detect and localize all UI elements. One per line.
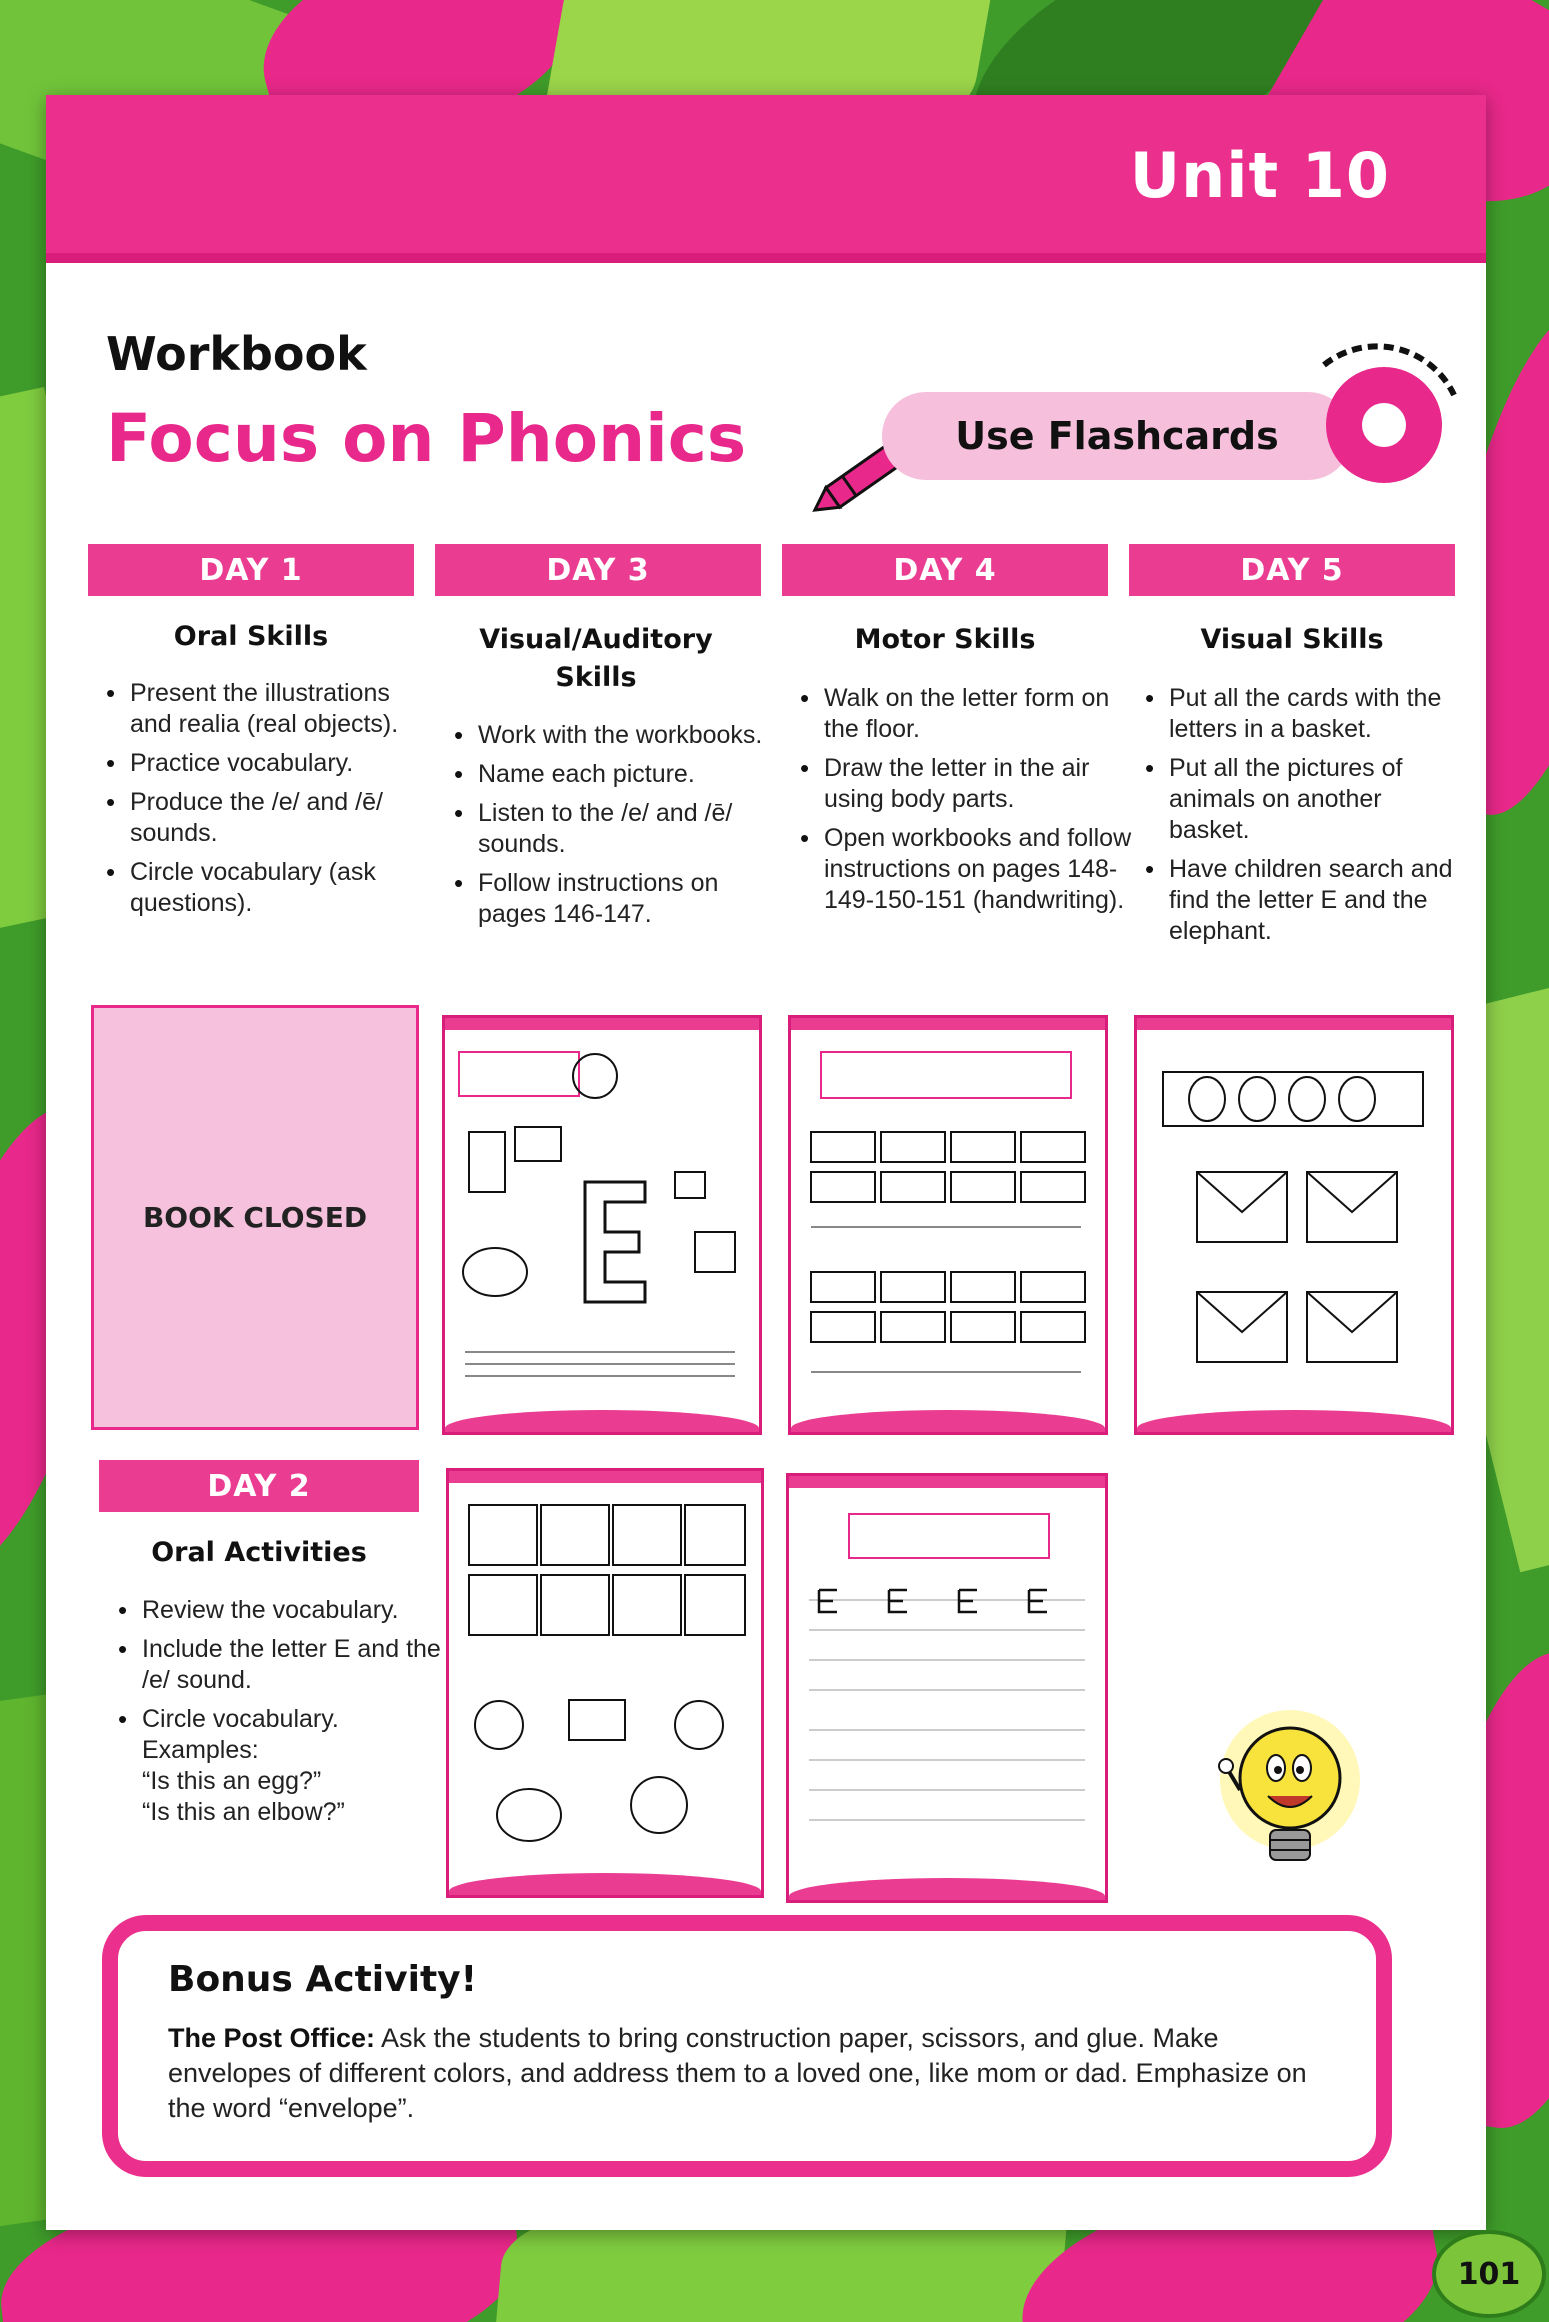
day-5-header: DAY 5: [1129, 544, 1455, 596]
list-item: • Name each picture.: [478, 759, 778, 790]
day-3-title: Visual/Auditory Skills: [479, 624, 713, 693]
day-3-list: [452, 720, 778, 938]
day-5-title: Visual Skills: [1200, 624, 1384, 655]
list-item: • Open workbooks and follow instructions on pages 148-149-150-151 (handwriting).: [824, 823, 1134, 916]
list-item: • Circle vocabulary (ask questions).: [130, 857, 430, 919]
workbook-thumbnail-handwriting: [786, 1473, 1108, 1903]
bonus-body: Ask the students to bring construction paper, scissors, and glue. Make envelopes of different colors, and address them to a loved one, like mom or dad. Emphasize on the word “envelope”.: [168, 2023, 1307, 2123]
list-item: • Practice vocabulary.: [130, 748, 430, 779]
workbook-thumbnail-day-2: [446, 1468, 764, 1898]
list-item: • Follow instructions on pages 146-147.: [478, 868, 778, 930]
day-1-title: Oral Skills: [173, 621, 329, 652]
day-2-header: DAY 2: [99, 1460, 419, 1512]
day-2-title: Oral Activities: [151, 1537, 367, 1568]
unit-banner: [46, 95, 1486, 263]
list-item: • Put all the pictures of animals on another basket.: [1169, 753, 1469, 846]
list-item: • Walk on the letter form on the floor.: [824, 683, 1134, 745]
list-item: • Present the illustrations and realia (real objects).: [130, 678, 430, 740]
unit-title: Unit 10: [1129, 139, 1390, 212]
day-1-header: DAY 1: [88, 544, 414, 596]
list-item: • Put all the cards with the letters in a basket.: [1169, 683, 1469, 745]
workbook-label: Workbook: [106, 327, 367, 381]
bonus-lead: The Post Office:: [168, 2023, 376, 2053]
day-1-list: [104, 678, 430, 927]
list-item: • Work with the workbooks.: [478, 720, 778, 751]
list-item: • Produce the /e/ and /ē/ sounds.: [130, 787, 430, 849]
list-item: • Draw the letter in the air using body parts.: [824, 753, 1134, 815]
book-closed-panel: BOOK CLOSED: [91, 1005, 419, 1430]
flashcard-disc-icon: [1284, 325, 1484, 525]
page-number: 101: [1432, 2230, 1546, 2318]
list-item: • Include the letter E and the /e/ sound.: [142, 1634, 452, 1696]
lightbulb-mascot-icon: [1210, 1700, 1370, 1910]
day-3-header: DAY 3: [435, 544, 761, 596]
page-heading: Focus on Phonics: [106, 400, 747, 477]
workbook-thumbnail-day-5: [1134, 1015, 1454, 1435]
day-5-list: [1143, 683, 1469, 955]
bonus-activity-box: [102, 1915, 1392, 2177]
workbook-thumbnail-day-3: [442, 1015, 762, 1435]
day-4-header: DAY 4: [782, 544, 1108, 596]
day-4-title: Motor Skills: [854, 624, 1036, 655]
list-item: • Circle vocabulary. Examples: “Is this an egg?” “Is this an elbow?”: [142, 1704, 452, 1828]
bonus-text: [168, 2021, 1318, 2126]
use-flashcards-label: Use Flashcards: [882, 392, 1352, 480]
list-item: • Review the vocabulary.: [142, 1595, 452, 1626]
list-item: • Listen to the /e/ and /ē/ sounds.: [478, 798, 778, 860]
list-item: • Have children search and find the letter E and the elephant.: [1169, 854, 1469, 947]
day-4-list: [798, 683, 1134, 924]
bonus-title: Bonus Activity!: [168, 1959, 478, 2000]
day-2-list: [116, 1595, 452, 1836]
workbook-thumbnail-day-4: [788, 1015, 1108, 1435]
